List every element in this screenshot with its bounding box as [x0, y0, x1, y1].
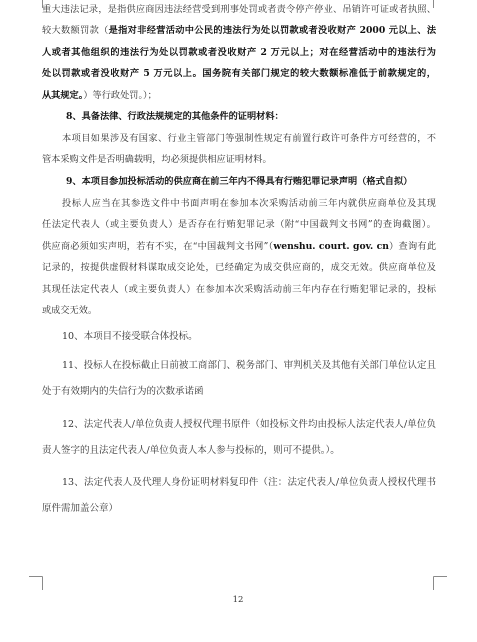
item-9-line: 投标人应当在其参选文件中书面声明在参加本次采购活动前三年内就供应商单位及其现 — [62, 198, 436, 209]
item-8-heading: 8、具备法律、行政法规规定的其他条件的证明材料： — [66, 111, 284, 122]
item-7-emphasis-line: 处以罚款或者没收财产 5 万元以上。国务院有关部门规定的较大数额标准低于前款规定的， — [42, 68, 436, 79]
item-7-line — [42, 89, 436, 103]
item-9-line: 记录的，按提供虚假材料谋取成交论处，已经确定为成交供应商的，成交无效。供应商单位及 — [42, 262, 436, 273]
item-9-line: 任法定代表人（或主要负责人）是否存在行贿犯罪记录（附“中国裁判文书网”的查询截图）。 — [42, 219, 436, 230]
item-7-line: 重大违法记录，是指供应商因违法经营受到刑事处罚或者责令停产停业、吊销许可证或者执照、 — [42, 4, 436, 15]
page-number: 12 — [232, 595, 244, 605]
item-8-line: 管本采购文件是否明确载明，均必须提供相应证明材料。 — [42, 154, 272, 165]
website-url-text: wenshu. court. gov. cn — [273, 241, 389, 252]
item-11-line: 11、投标人在投标截止日前被工商部门、税务部门、审判机关及其他有关部门单位认定且 — [62, 360, 436, 371]
item-7-emphasis-line: 人或者其他组织的违法行为处以罚款或者没收财产 2 万元以上；对在经营活动中的违法行为 — [42, 47, 436, 58]
item-7-text: ）等行政处罚。）； — [83, 90, 157, 101]
item-13-line: 原件需加盖公章） — [42, 503, 119, 514]
item-9-line — [42, 240, 436, 254]
item-9-text: ）查询有此 — [388, 241, 436, 252]
item-7-text: 较大数额罚款（ — [42, 25, 109, 36]
item-9-line: 或成交无效。 — [42, 305, 98, 316]
item-9-text: 供应商必须如实声明，若有不实，在“中国裁判文书网”（ — [42, 241, 274, 252]
item-7-emphasis-text: 是指对非经营活动中公民的违法行为处以罚款或者没收财产 2000 元以上、法 — [108, 25, 436, 36]
item-9-heading: 9、本项目参加投标活动的供应商在前三年内不得具有行贿犯罪记录声明（格式自拟） — [66, 176, 413, 187]
item-11-line: 处于有效期内的失信行为的次数承诺函 — [42, 386, 204, 397]
item-12-line: 责人签字的且法定代表人/单位负责人本人参与投标的，则可不提供。）。 — [42, 445, 340, 456]
item-8-line: 本项目如果涉及有国家、行业主管部门等强制性规定有前置行政许可条件方可经营的，不 — [62, 133, 436, 144]
item-7-emphasis-text: 从其规定。 — [42, 90, 84, 101]
item-13-line: 13、法定代表人及代理人身份证明材料复印件（注：法定代表人/单位负责人授权代理书 — [62, 477, 436, 488]
item-7-line — [42, 24, 436, 38]
item-10-line: 10、本项目不接受联合体投标。 — [62, 331, 198, 342]
item-9-line: 其现任法定代表人（或主要负责人）在参加本次采购活动前三年内存在行贿犯罪记录的，投标 — [42, 284, 436, 295]
item-12-line: 12、法定代表人/单位负责人授权代理书原件（如投标文件均由投标人法定代表人/单位负 — [62, 419, 436, 430]
